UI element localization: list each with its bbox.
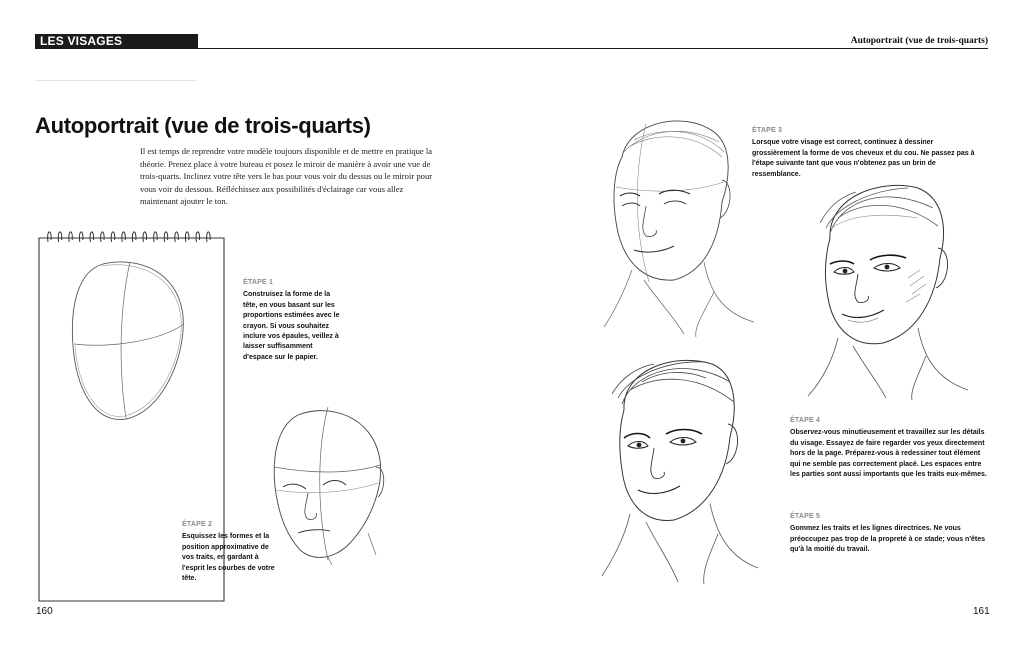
intro-paragraph: Il est temps de reprendre votre modèle toujours disponible et de mettre en pratique la théorie. Prenez place à votre bureau et posez le miroir de manière à avoir une vue de trois-quarts. Inclinez votre tête vers le bas pour vous voir du dessus ou le miroir pour vous voir du dessous. Réfléchissez aux possibilités d'éclairage car vous allez maintenant ajouter le ton. [140, 146, 433, 207]
step-3 [752, 126, 982, 180]
step-2-text: Esquissez les formes et la position approximative de vos traits, en gardant à l'esprit les courbes de votre tête. [182, 533, 275, 583]
section-tab-label: LES VISAGES [40, 34, 123, 48]
face-rough-illustration [604, 112, 756, 337]
step-3-label: ÉTAPE 3 [752, 127, 783, 134]
head-guidelines-illustration [268, 405, 388, 565]
step-1 [243, 278, 343, 363]
step-3-text: Lorsque votre visage est correct, continuez à dessiner grossièrement la forme de vos cheveux et du cou. Ne passez pas à l'étape suivante tant que vous n'obtenez pas un brin de ressemblance. [752, 139, 975, 178]
step-1-text: Construisez la forme de la tête, en vous basant sur les proportions estimées avec le crayon. Si vous souhaitez inclure vos épaules, veillez à laisser suffisamment d'espace sur le papier. [243, 291, 340, 361]
page-number-right: 161 [973, 606, 990, 617]
face-detailed-illustration [808, 178, 970, 400]
step-5-label: ÉTAPE 5 [790, 513, 821, 520]
face-finished-illustration [602, 352, 760, 584]
step-4-text: Observez-vous minutieusement et travaillez sur les détails du visage. Essayez de faire regarder vos yeux directement hors de la page. Préparez-vous à redessiner tout élément qui ne semble pas correctement placé. Les espaces entre les parties sont aussi importants que les traits eux-mêmes. [790, 429, 987, 479]
page-number-left: 160 [36, 606, 53, 617]
divider [35, 80, 197, 81]
header-rule [35, 48, 988, 49]
page-title: Autoportrait (vue de trois-quarts) [35, 113, 371, 138]
step-5-text: Gommez les traits et les lignes directrices. Ne vous préoccupez pas trop de la propreté à ce stade; vous n'êtes qu'à la moitié du travail. [790, 525, 986, 554]
step-4-label: ÉTAPE 4 [790, 417, 821, 424]
step-4 [790, 416, 990, 480]
step-2-label: ÉTAPE 2 [182, 521, 213, 528]
running-title: Autoportrait (vue de trois-quarts) [850, 36, 988, 46]
step-2 [182, 520, 282, 584]
section-tab [35, 34, 198, 49]
step-1-label: ÉTAPE 1 [243, 279, 274, 286]
step-5 [790, 512, 990, 556]
